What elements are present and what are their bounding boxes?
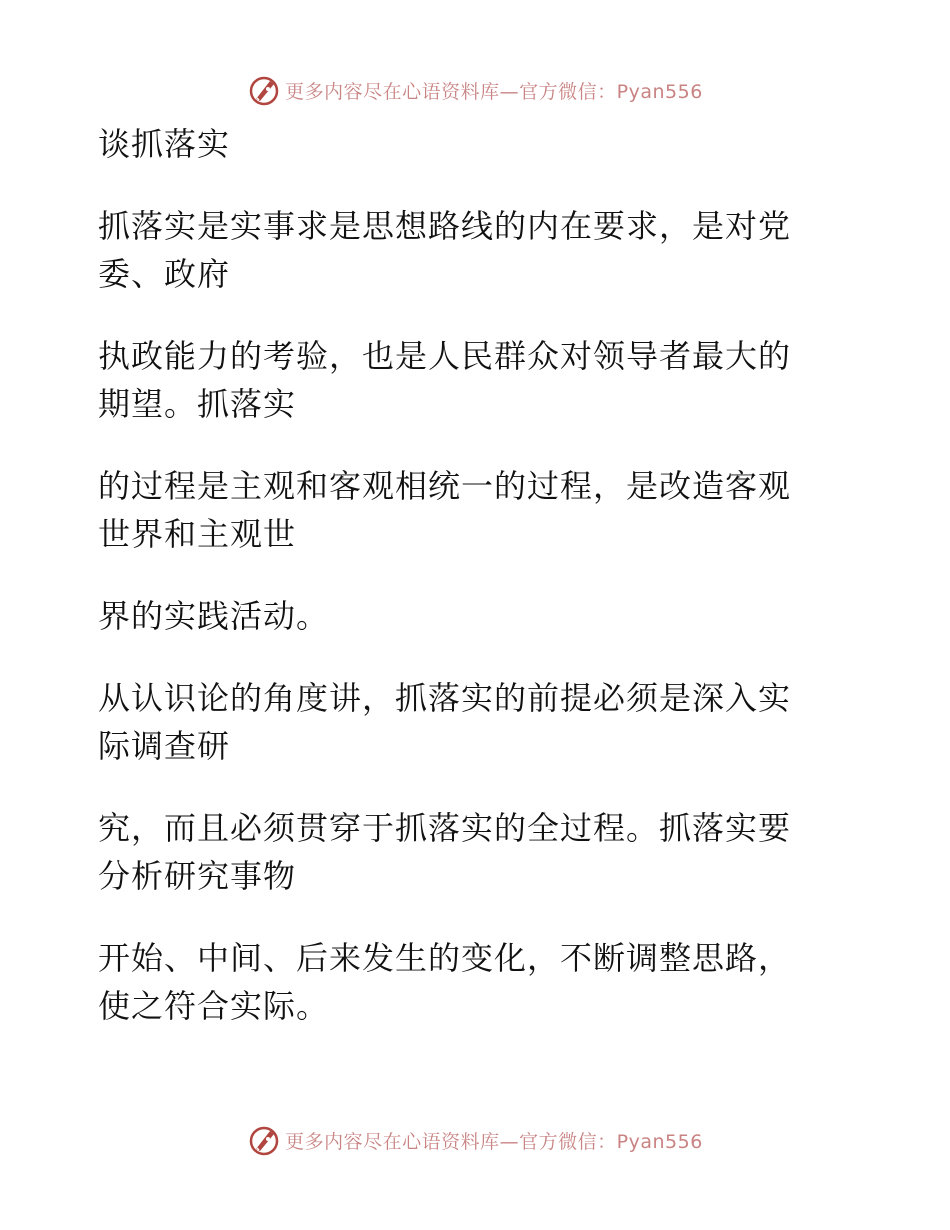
document-body <box>98 120 833 1030</box>
pen-logo-icon <box>247 73 281 107</box>
doc-line: 执政能力的考验，也是人民群众对领导者最大的 <box>98 337 792 375</box>
doc-line: 抓落实是实事求是思想路线的内在要求，是对党 <box>98 207 792 245</box>
doc-line: 委、政府 <box>98 255 231 293</box>
footer-banner <box>0 1120 950 1160</box>
doc-line: 世界和主观世 <box>98 515 297 553</box>
doc-title: 谈抓落实 <box>98 125 231 163</box>
doc-line: 开始、中间、后来发生的变化，不断调整思路， <box>98 939 792 977</box>
header-banner-text: 更多内容尽在心语资料库—官方微信：Pyan556 <box>285 80 703 103</box>
doc-line: 的过程是主观和客观相统一的过程，是改造客观 <box>98 467 792 505</box>
doc-line: 界的实践活动。 <box>98 597 330 635</box>
footer-banner-text: 更多内容尽在心语资料库—官方微信：Pyan556 <box>285 1130 703 1153</box>
doc-line: 从认识论的角度讲，抓落实的前提必须是深入实 <box>98 679 792 717</box>
doc-line: 际调查研 <box>98 727 231 765</box>
pen-logo-icon <box>247 1123 281 1157</box>
header-banner <box>0 70 950 110</box>
doc-line: 使之符合实际。 <box>98 987 330 1025</box>
doc-line: 究，而且必须贯穿于抓落实的全过程。抓落实要 <box>98 809 792 847</box>
doc-line: 分析研究事物 <box>98 857 297 895</box>
doc-line: 期望。抓落实 <box>98 385 297 423</box>
